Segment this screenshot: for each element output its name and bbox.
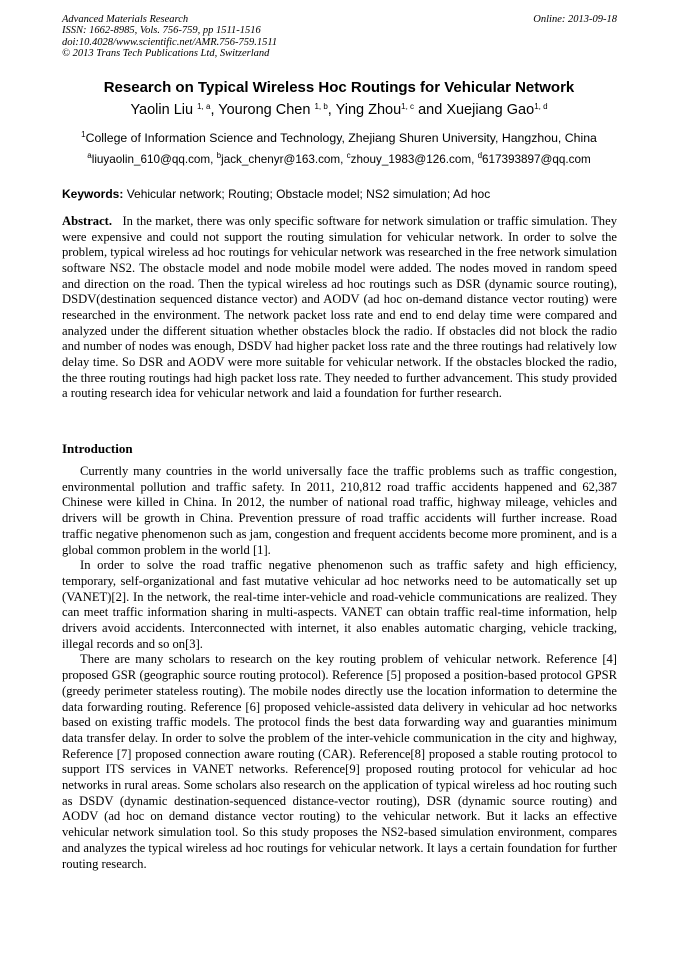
introduction-body bbox=[62, 464, 617, 872]
journal-name: Advanced Materials Research bbox=[62, 14, 189, 25]
running-header bbox=[62, 14, 617, 59]
author: Xuejiang Gao$^{1, d}$ bbox=[446, 102, 548, 118]
keywords-text: Vehicular network; Routing; Obstacle model; NS2 simulation; Ad hoc bbox=[126, 187, 491, 201]
author-email[interactable]: $^a$liuyaolin_610@qq.com bbox=[87, 151, 211, 166]
abstract bbox=[62, 214, 617, 402]
paragraph: Currently many countries in the world universally face the traffic problems such as traffic congestion, environmental pollution and traffic safety. In 2011, 210,812 road traffic accidents happened and 62,387 Chinese were killed in China. In 2012, the number of national road traffic, highway mileage, vehicles and drivers will be growth in China. Prevention pressure of road traffic accidents will further increase. Road traffic negative phenomenon such as jam, congestion and frequent accidents become more prominent, and is a global common problem in the world [1]. bbox=[62, 464, 617, 557]
author: Ying Zhou$^{1, c}$ bbox=[335, 102, 415, 118]
author: Yourong Chen $^{1, b}$ bbox=[218, 102, 328, 118]
issn-line: ISSN: 1662-8985, Vols. 756-759, pp 1511-1516 bbox=[62, 25, 261, 37]
keywords bbox=[62, 186, 617, 202]
doi-line: doi:10.4028/www.scientific.net/AMR.756-759.1511 bbox=[62, 36, 278, 48]
paragraph: There are many scholars to research on the key routing problem of vehicular network. Reference [4] proposed GSR (geographic source routing protocol). Reference [5] proposed a position-based protocol GPSR (greedy perimeter stateless routing). The mobile nodes directly use the location information to determine the data forwarding routing. Reference [6] proposed vehicle-assisted data delivery in vehicular ad hoc networks based on existing traffic models. The protocol finds the best data forwarding way and guaranties minimum data transfer delay. In order to solve the problem of the inter-vehicle communication in the city and highway, Reference [7] proposed connection aware routing (CAR). Reference[8] proposed a stable routing protocol to support ITS services in VANET networks. Reference[9] proposed routing protocol for vehicular ad hoc networks in rural areas. Some scholars also research on the application of typical wireless ad hoc routing such as DSDV (dynamic destination-sequenced distance-vector routing), DSR (dynamic source routing) and AODV (ad hoc on demand distance vector routing) to the vehicular network. But it lacks an effective vehicular network simulation tool. So this study proposes the NS2-based simulation environment, compares and analyzes the typical wireless ad hoc routings for vehicular network. It lays a certain foundation for further routing research. bbox=[62, 652, 617, 871]
section-heading-introduction: Introduction bbox=[62, 441, 133, 456]
online-date: Online: 2013-09-18 bbox=[533, 14, 617, 25]
author: Yaolin Liu $^{1, a}$ bbox=[130, 102, 211, 118]
abstract-text: In the market, there was only specific software for network simulation or traffic simulation. They were expensive and could not support the routing simulation for vehicular network. In order to solve the problem, typical wireless ad hoc routings for vehicular network was researched in the free network simulation software NS2. The obstacle model and node mobile model were added. The nodes moved in random speed and direction on the road. Then the typical wireless ad hoc routings such as DSR (dynamic source routing), DSDV(destination sequenced distance vector) and AODV (ad hoc on-demand distance vector routing) were researched in the environment. The network packet loss rate and end to end delay time were compared and analyzed under the different situation whether obstacles block the radio. If obstacles did not block the radio and number of nodes was enough, DSDV had higher packet loss rate and the three routings had relatively low delay time. So DSR and AODV were more suitable for vehicular network. If the obstacles blocked the radio, the three routing routings had high packet loss rate. They needed to further advancement. This study provided a routing research idea for vehicular network and laid a foundation for further research. bbox=[62, 214, 617, 401]
abstract-label: Abstract. bbox=[62, 214, 113, 228]
affiliation: $^1$College of Information Science and Technology, Zhejiang Shuren University, Hangzhou, China bbox=[81, 130, 597, 145]
author-list: Yaolin Liu $^{1, a}$, Yourong Chen $^{1, b}$, Ying Zhou$^{1, c}$ and Xuejiang Gao$^{1, d}$ bbox=[130, 102, 548, 118]
paper-title: Research on Typical Wireless Hoc Routings for Vehicular Network bbox=[103, 79, 575, 96]
paragraph: In order to solve the road traffic negative phenomenon such as traffic safety and high efficiency, temporary, self-organizational and fast mutative vehicular ad hoc networks need to be automatically set up (VANET)[2]. In the network, the real-time inter-vehicle and road-vehicle communications are realized. They can meet traffic information sharing in multi-aspects. VANET can obtain traffic real-time information, help drivers avoid accidents. Interconnected with internet, it also enables automatic charging, vehicle tracking, illegal records and so on[3]. bbox=[62, 558, 617, 651]
author-email[interactable]: $^c$zhouy_1983@126.com bbox=[346, 151, 472, 166]
author-email[interactable]: $^b$jack_chenyr@163.com bbox=[216, 151, 341, 166]
author-email[interactable]: $^d$617393897@qq.com bbox=[477, 151, 591, 166]
keywords-label: Keywords: bbox=[62, 187, 124, 201]
copyright-line: © 2013 Trans Tech Publications Ltd, Switzerland bbox=[62, 47, 270, 59]
email-list: $^a$liuyaolin_610@qq.com, $^b$jack_chenyr@163.com, $^c$zhouy_1983@126.com, $^d$617393897@qq.com bbox=[87, 151, 591, 166]
